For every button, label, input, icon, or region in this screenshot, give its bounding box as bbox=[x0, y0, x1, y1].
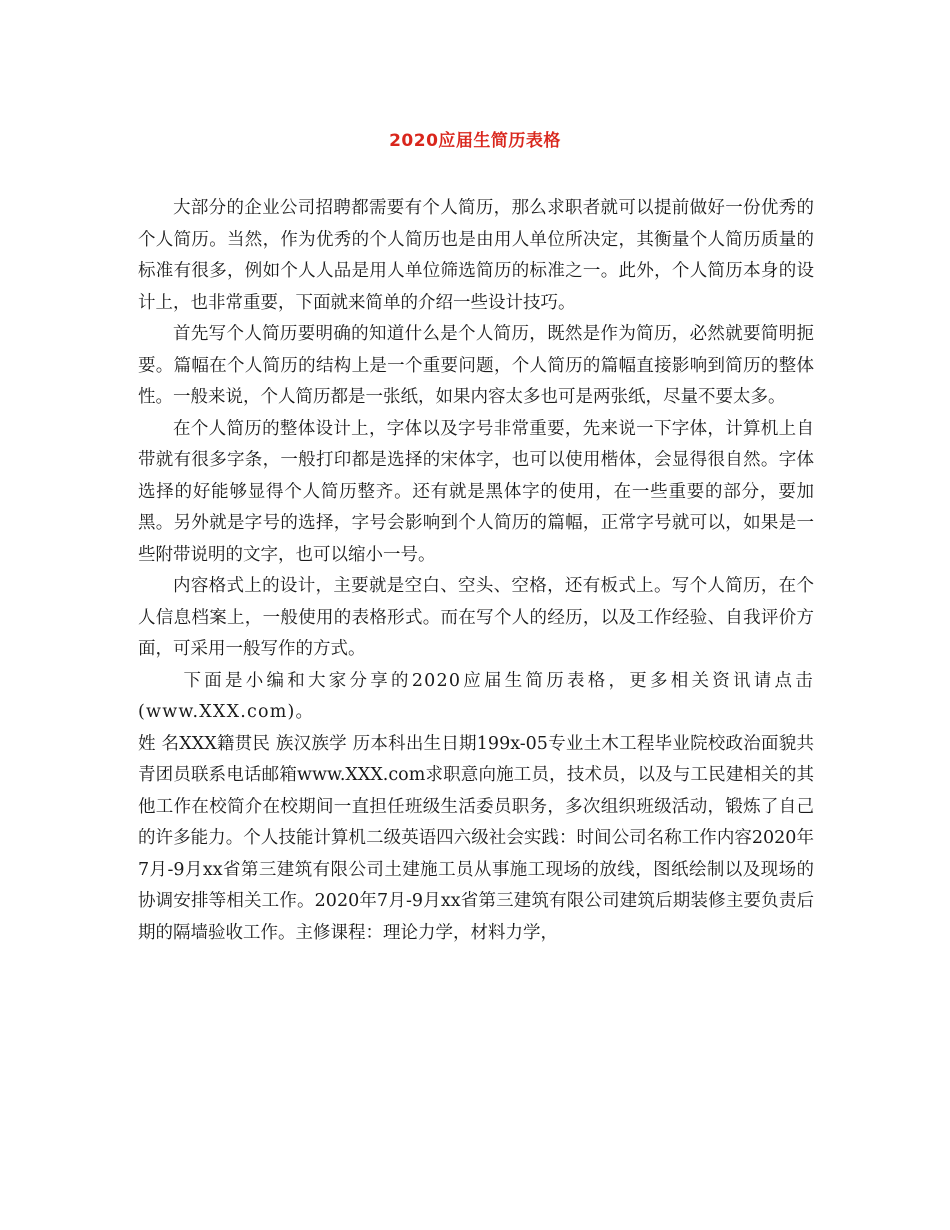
document-body bbox=[138, 193, 814, 949]
font-paragraph: 在个人简历的整体设计上，字体以及字号非常重要，先来说一下字体，计算机上自带就有很多字条，一般打印都是选择的宋体字，也可以使用楷体，会显得很自然。字体选择的好能够显得个人简历整齐。还有就是黑体字的使用，在一些重要的部分，要加黑。另外就是字号的选择，字号会影响到个人简历的篇幅，正常字号就可以，如果是一些附带说明的文字，也可以缩小一号。 bbox=[138, 418, 814, 565]
length-paragraph: 首先写个人简历要明确的知道什么是个人简历，既然是作为简历，必然就要简明扼要。篇幅在个人简历的结构上是一个重要问题，个人简历的篇幅直接影响到简历的整体性。一般来说，个人简历都是一张纸，如果内容太多也可是两张纸，尽量不要太多。 bbox=[138, 324, 814, 407]
intro-paragraph: 大部分的企业公司招聘都需要有个人简历，那么求职者就可以提前做好一份优秀的个人简历。当然，作为优秀的个人简历也是由用人单位所决定，其衡量个人简历质量的标准有很多，例如个人人品是用人单位筛选简历的标准之一。此外，个人简历本身的设计上，也非常重要，下面就来简单的介绍一些设计技巧。 bbox=[138, 198, 814, 313]
document-title: 2020应届生简历表格 bbox=[389, 131, 561, 151]
share-paragraph: 下面是小编和大家分享的2020应届生简历表格，更多相关资讯请点击(www.XXX.com)。 bbox=[138, 670, 814, 722]
resume-content-paragraph: 姓 名XXX籍贯民 族汉族学 历本科出生日期199x-05专业土木工程毕业院校政治面貌共青团员联系电话邮箱www.XXX.com求职意向施工员，技术员，以及与工民建相关的其他工作在校简介在校期间一直担任班级生活委员职务，多次组织班级活动，锻炼了自己的许多能力。个人技能计算机二级英语四六级社会实践：时间公司名称工作内容2020年7月-9月xx省第三建筑有限公司土建施工员从事施工现场的放线，图纸绘制以及现场的协调安排等相关工作。2020年7月-9月xx省第三建筑有限公司建筑后期装修主要负责后期的隔墙验收工作。主修课程：理论力学，材料力学， bbox=[138, 733, 814, 943]
format-paragraph: 内容格式上的设计，主要就是空白、空头、空格，还有板式上。写个人简历，在个人信息档案上，一般使用的表格形式。而在写个人的经历，以及工作经验、自我评价方面，可采用一般写作的方式。 bbox=[138, 576, 814, 659]
